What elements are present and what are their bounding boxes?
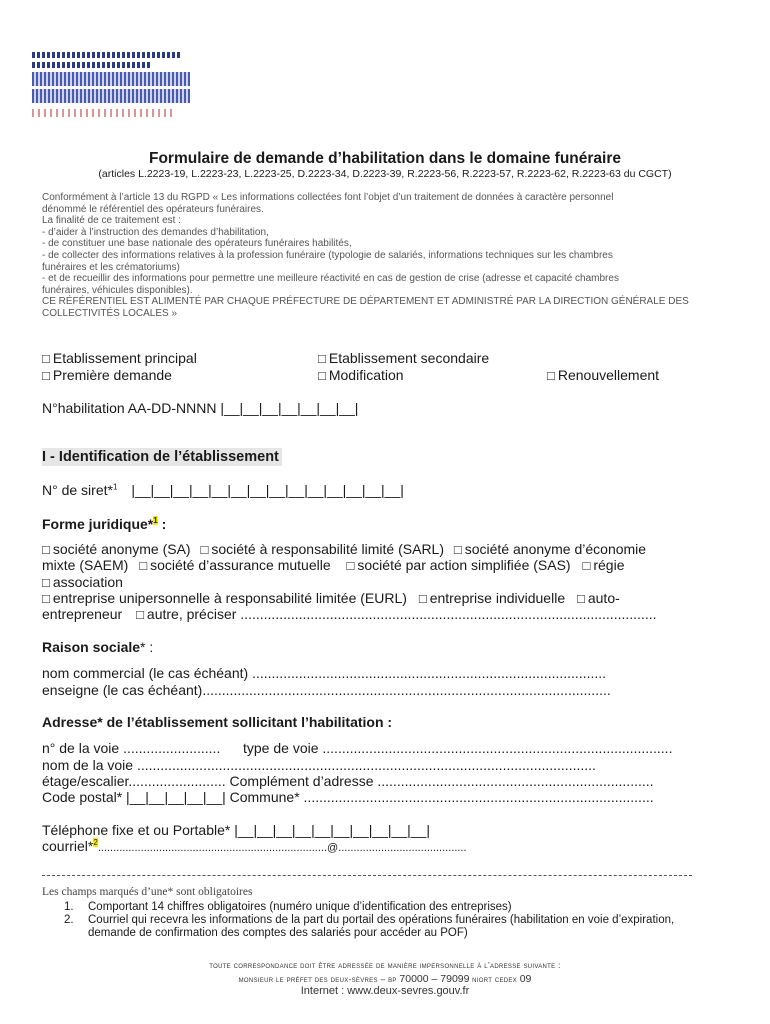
option-auto-entrepreneur-cont[interactable]: entrepreneur — [42, 606, 123, 622]
checkbox-icon[interactable]: □ — [547, 368, 555, 383]
checkbox-icon: □ — [453, 542, 462, 557]
checkbox-icon: □ — [577, 591, 585, 606]
footer-website[interactable]: Internet : www.deux-sevres.gouv.fr — [300, 985, 470, 997]
option-label: Renouvellement — [557, 367, 660, 383]
option-sa[interactable]: □ société anonyme (SA) — [42, 541, 191, 557]
telephone-field[interactable]: Téléphone fixe et ou Portable* |__|__|__|__|__|__|__|__|__|__| — [42, 822, 430, 838]
checkbox-icon: □ — [42, 575, 50, 590]
option-autre[interactable]: □ autre, préciser ........................................................................................................... — [136, 606, 657, 622]
option-label: Etablissement principal — [52, 350, 197, 366]
option-saem-cont[interactable]: mixte (SAEM) — [42, 557, 129, 573]
gdpr-line: La finalité de ce traitement est : — [42, 215, 181, 227]
checkbox-icon: □ — [200, 542, 209, 557]
footer-line-2: monsieur le préfet des deux-sèvres – bp 70000 – 79099 niort cedex 09 — [238, 973, 532, 985]
notes-title: Les champs marqués d’une* sont obligatoires — [42, 886, 253, 898]
gdpr-line: funéraires et les crématoriums) — [42, 261, 180, 273]
footnote-item: 1. Comportant 14 chiffres obligatoires (numéro unique d’identification des entreprises) — [64, 901, 512, 913]
gdpr-notice — [42, 192, 722, 320]
footer-line-1: toute correspondance doit être adressée de manière impersonnelle à l’adresse suivante : — [209, 960, 561, 970]
habilitation-number-field[interactable]: N°habilitation AA-DD-NNNN |__|__|__|__|__|__|__| — [42, 400, 359, 416]
numero-voie-field[interactable]: n° de la voie ......................... — [42, 740, 221, 756]
prefecture-logo — [32, 52, 192, 144]
enseigne-field[interactable]: enseigne (le cas échéant)......................................................................................................... — [42, 682, 611, 698]
siret-boxes: |__|__|__|__|__|__|__|__|__|__|__|__|__|__| — [131, 482, 404, 498]
form-title: Formulaire de demande d’habilitation dans le domaine funéraire — [149, 150, 621, 167]
option-saem[interactable]: □ société anonyme d’économie — [453, 541, 647, 557]
option-sas[interactable]: □ société par action simplifiée (SAS) — [346, 557, 571, 573]
option-eurl[interactable]: □ entreprise unipersonnelle à responsabilité limitée (EURL) — [42, 590, 407, 606]
option-ei[interactable]: □ entreprise individuelle — [418, 590, 566, 606]
gdpr-line: - de collecter des informations relatives à la profession funéraire (typologie de salariés, informations techniques sur les chambres — [42, 249, 613, 261]
etage-complement-field[interactable]: étage/escalier......................... Complément d’adresse ....................................................................... — [42, 773, 654, 789]
nom-voie-field[interactable]: nom de la voie ...................................................................................................................... — [42, 757, 596, 773]
gdpr-line: COLLECTIVITÉS LOCALES » — [42, 307, 178, 319]
checkbox-icon: □ — [582, 558, 591, 573]
section-identification-title: I - Identification de l’établissement — [42, 448, 282, 466]
checkbox-icon: □ — [418, 591, 427, 606]
separator-line — [42, 875, 692, 876]
nom-commercial-field[interactable]: nom commercial (le cas échéant) ........................................................................................... — [42, 665, 607, 681]
gdpr-line: - et de recueillir des informations pour permettre une meilleure réactivité en cas de gestion de crise (adresse et capacité chambres — [42, 273, 619, 285]
option-regie[interactable]: □ régie — [582, 557, 625, 573]
option-etablissement-secondaire[interactable] — [318, 350, 489, 366]
checkbox-icon[interactable]: □ — [42, 351, 50, 366]
gdpr-line: funéraires, véhicules disponibles). — [42, 284, 193, 296]
option-renouvellement[interactable] — [547, 367, 659, 383]
courriel-field[interactable]: courriel*$^2$...........................................................................@.......................................... — [42, 838, 467, 854]
footnote-ref: 2 — [93, 838, 98, 848]
option-label: Première demande — [52, 367, 172, 383]
option-sam[interactable]: □ société d’assurance mutuelle — [139, 557, 331, 573]
checkbox-icon[interactable]: □ — [318, 351, 326, 366]
option-etablissement-principal[interactable] — [42, 350, 197, 366]
forme-row-5 — [42, 606, 657, 622]
forme-row-2 — [42, 557, 624, 573]
option-auto-entrepreneur[interactable]: □ auto- — [577, 590, 620, 606]
checkbox-icon: □ — [42, 542, 50, 557]
forme-row-4 — [42, 590, 620, 606]
gdpr-line: dénommé le référentiel des opérateurs funéraires. — [42, 203, 264, 215]
footnote-ref: 1 — [112, 482, 118, 492]
siret-label: N° de siret* — [42, 482, 113, 498]
checkbox-icon: □ — [346, 558, 355, 573]
option-association[interactable]: □ association — [42, 574, 123, 590]
option-modification[interactable] — [318, 367, 404, 383]
footnote-ref: 1 — [153, 516, 158, 526]
checkbox-icon[interactable]: □ — [318, 368, 326, 383]
forme-row-1 — [42, 541, 646, 557]
form-subtitle: (articles L.2223-19, L.2223-23, L.2223-25, D.2223-34, D.2223-39, R.2223-56, R.2223-57, R.2223-62, R.2223-63 du CGCT) — [98, 168, 672, 180]
siret-field[interactable] — [42, 482, 404, 498]
footnote-item: 2. Courriel qui recevra les informations de la part du portail des opérations funéraires (habilitation en voie d’expiration, demande de confirmation des comptes des salariés pour accéder au POF) — [64, 914, 675, 939]
option-label: Etablissement secondaire — [328, 350, 490, 366]
code-postal-commune-field[interactable]: Code postal* |__|__|__|__|__| Commune* .......................................................................................... — [42, 789, 654, 805]
option-sarl[interactable]: □ société à responsabilité limité (SARL) — [200, 541, 444, 557]
raison-sociale-label: Raison sociale* : — [42, 639, 154, 655]
gdpr-line: - de constituer une base nationale des opérateurs funéraires habilités, — [42, 238, 352, 250]
gdpr-line: - d’aider à l’instruction des demandes d’habilitation, — [42, 226, 269, 238]
forme-juridique-label: Forme juridique*$^1$ : — [42, 516, 167, 532]
option-premiere-demande[interactable] — [42, 367, 172, 383]
checkbox-icon: □ — [42, 591, 50, 606]
option-label: Modification — [328, 367, 404, 383]
footnotes-list — [64, 901, 724, 940]
checkbox-icon: □ — [139, 558, 148, 573]
adresse-label: Adresse* de l’établissement sollicitant l’habilitation : — [42, 714, 393, 730]
type-voie-field[interactable]: type de voie .......................................................................................... — [243, 740, 673, 756]
checkbox-icon: □ — [136, 607, 144, 622]
gdpr-line: CE RÉFÉRENTIEL EST ALIMENTÉ PAR CHAQUE PRÉFECTURE DE DÉPARTEMENT ET ADMINISTRÉ PAR LA DIRECTION GÉNÉRALE DES — [42, 296, 689, 308]
gdpr-line: Conformément à l’article 13 du RGPD « Les informations collectées font l’objet d’un traitement de données à caractère personnel — [42, 192, 614, 203]
checkbox-icon[interactable]: □ — [42, 368, 50, 383]
